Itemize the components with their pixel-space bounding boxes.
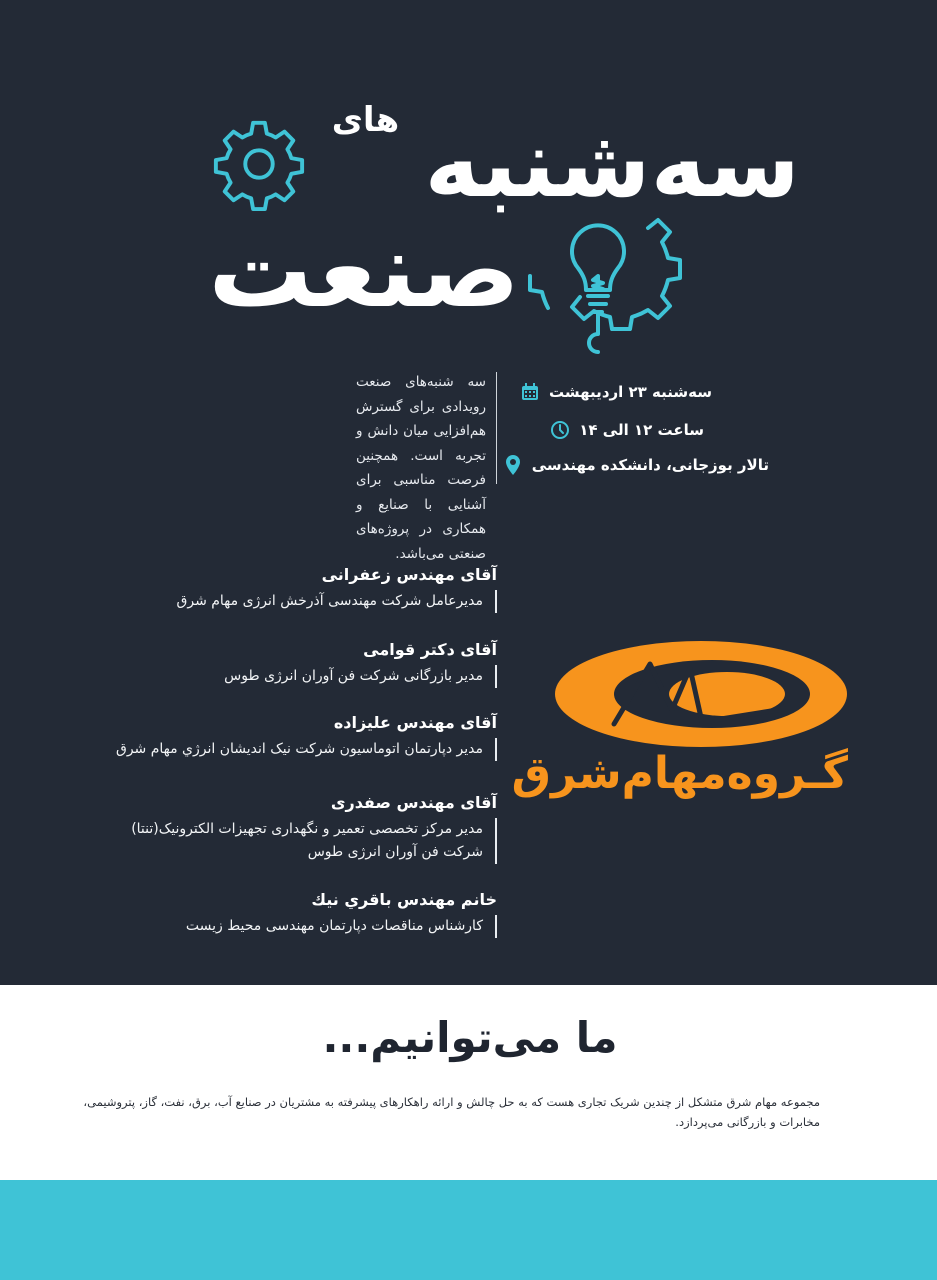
speaker-name: آقای مهندس علیزاده (333, 713, 497, 732)
speaker-role (131, 818, 497, 864)
gear-icon (210, 115, 308, 213)
event-description: سه شنبه‌های صنعت رویدادی برای گسترش هم‌افزایی میان دانش و تجربه است. همچنین فرصت مناسبی برای آشنایی با صنایع و همکاری در پروژه‌های صنعتی می‌باشد. (356, 374, 486, 562)
speaker-role: مدیرعامل شرکت مهندسی آذرخش انرژی مهام شرق (176, 590, 497, 613)
calendar-icon (520, 382, 540, 402)
speaker-name: خانم مهندس باقري نيك (311, 890, 497, 909)
speaker-name: آقای مهندس صفدری (330, 793, 497, 812)
lightbulb-gear-icon (518, 198, 694, 366)
clock-icon (550, 420, 570, 440)
company-logo-mark (552, 638, 850, 750)
speaker-role: کارشناس مناقصات دپارتمان مهندسی محیط زیست (186, 915, 497, 938)
title-small-text: های (331, 100, 400, 140)
speaker-5 (186, 890, 497, 938)
speaker-2 (224, 640, 497, 688)
event-date-row (520, 382, 712, 402)
speaker-name: آقای دکتر قوامی (363, 640, 497, 659)
speaker-3 (116, 713, 497, 761)
title-line-1: سه‌شنبه (424, 110, 800, 219)
speaker-1 (176, 565, 497, 613)
bottom-cyan-band (0, 1180, 937, 1280)
company-logo-text: گـروه‌مهام‌شرق (511, 748, 848, 799)
event-location: تالار بوزجانی، دانشکده مهندسی (531, 456, 769, 474)
speaker-role-line: مدیر مرکز تخصصی تعمیر و نگهداری تجهیزات الکترونیک(تنتا) (131, 821, 483, 837)
company-description: مجموعه مهام شرق متشکل از چندین شریک تجاری هست که به حل چالش و ارائه راهکارهای پیشرفته به مشتریان در صنایع آب، برق، نفت، گاز، پتروشیمی، مخابرات و بازرگانی می‌پردازد. (83, 1095, 820, 1129)
event-time: ساعت ۱۲ الی ۱۴ (579, 421, 704, 439)
event-time-row (550, 420, 712, 440)
we-can-heading: ما می‌توانیم... (322, 1013, 618, 1062)
speaker-name: آقای مهندس زعفرانی (321, 565, 497, 584)
info-divider (496, 372, 497, 484)
speaker-4 (131, 793, 497, 864)
location-pin-icon (503, 455, 523, 475)
event-date: سه‌شنبه ۲۳ اردیبهشت (549, 383, 712, 401)
speaker-role-line: شرکت فن آوران انرژی طوس (307, 844, 483, 860)
event-location-row (503, 455, 769, 475)
title-line-2: صنعت (208, 209, 520, 331)
speaker-role: مدیر دپارتمان اتوماسیون شرکت نیک اندیشان انرژي مهام شرق (116, 738, 497, 761)
speaker-role: مدیر بازرگانی شرکت فن آوران انرژی طوس (224, 665, 497, 688)
